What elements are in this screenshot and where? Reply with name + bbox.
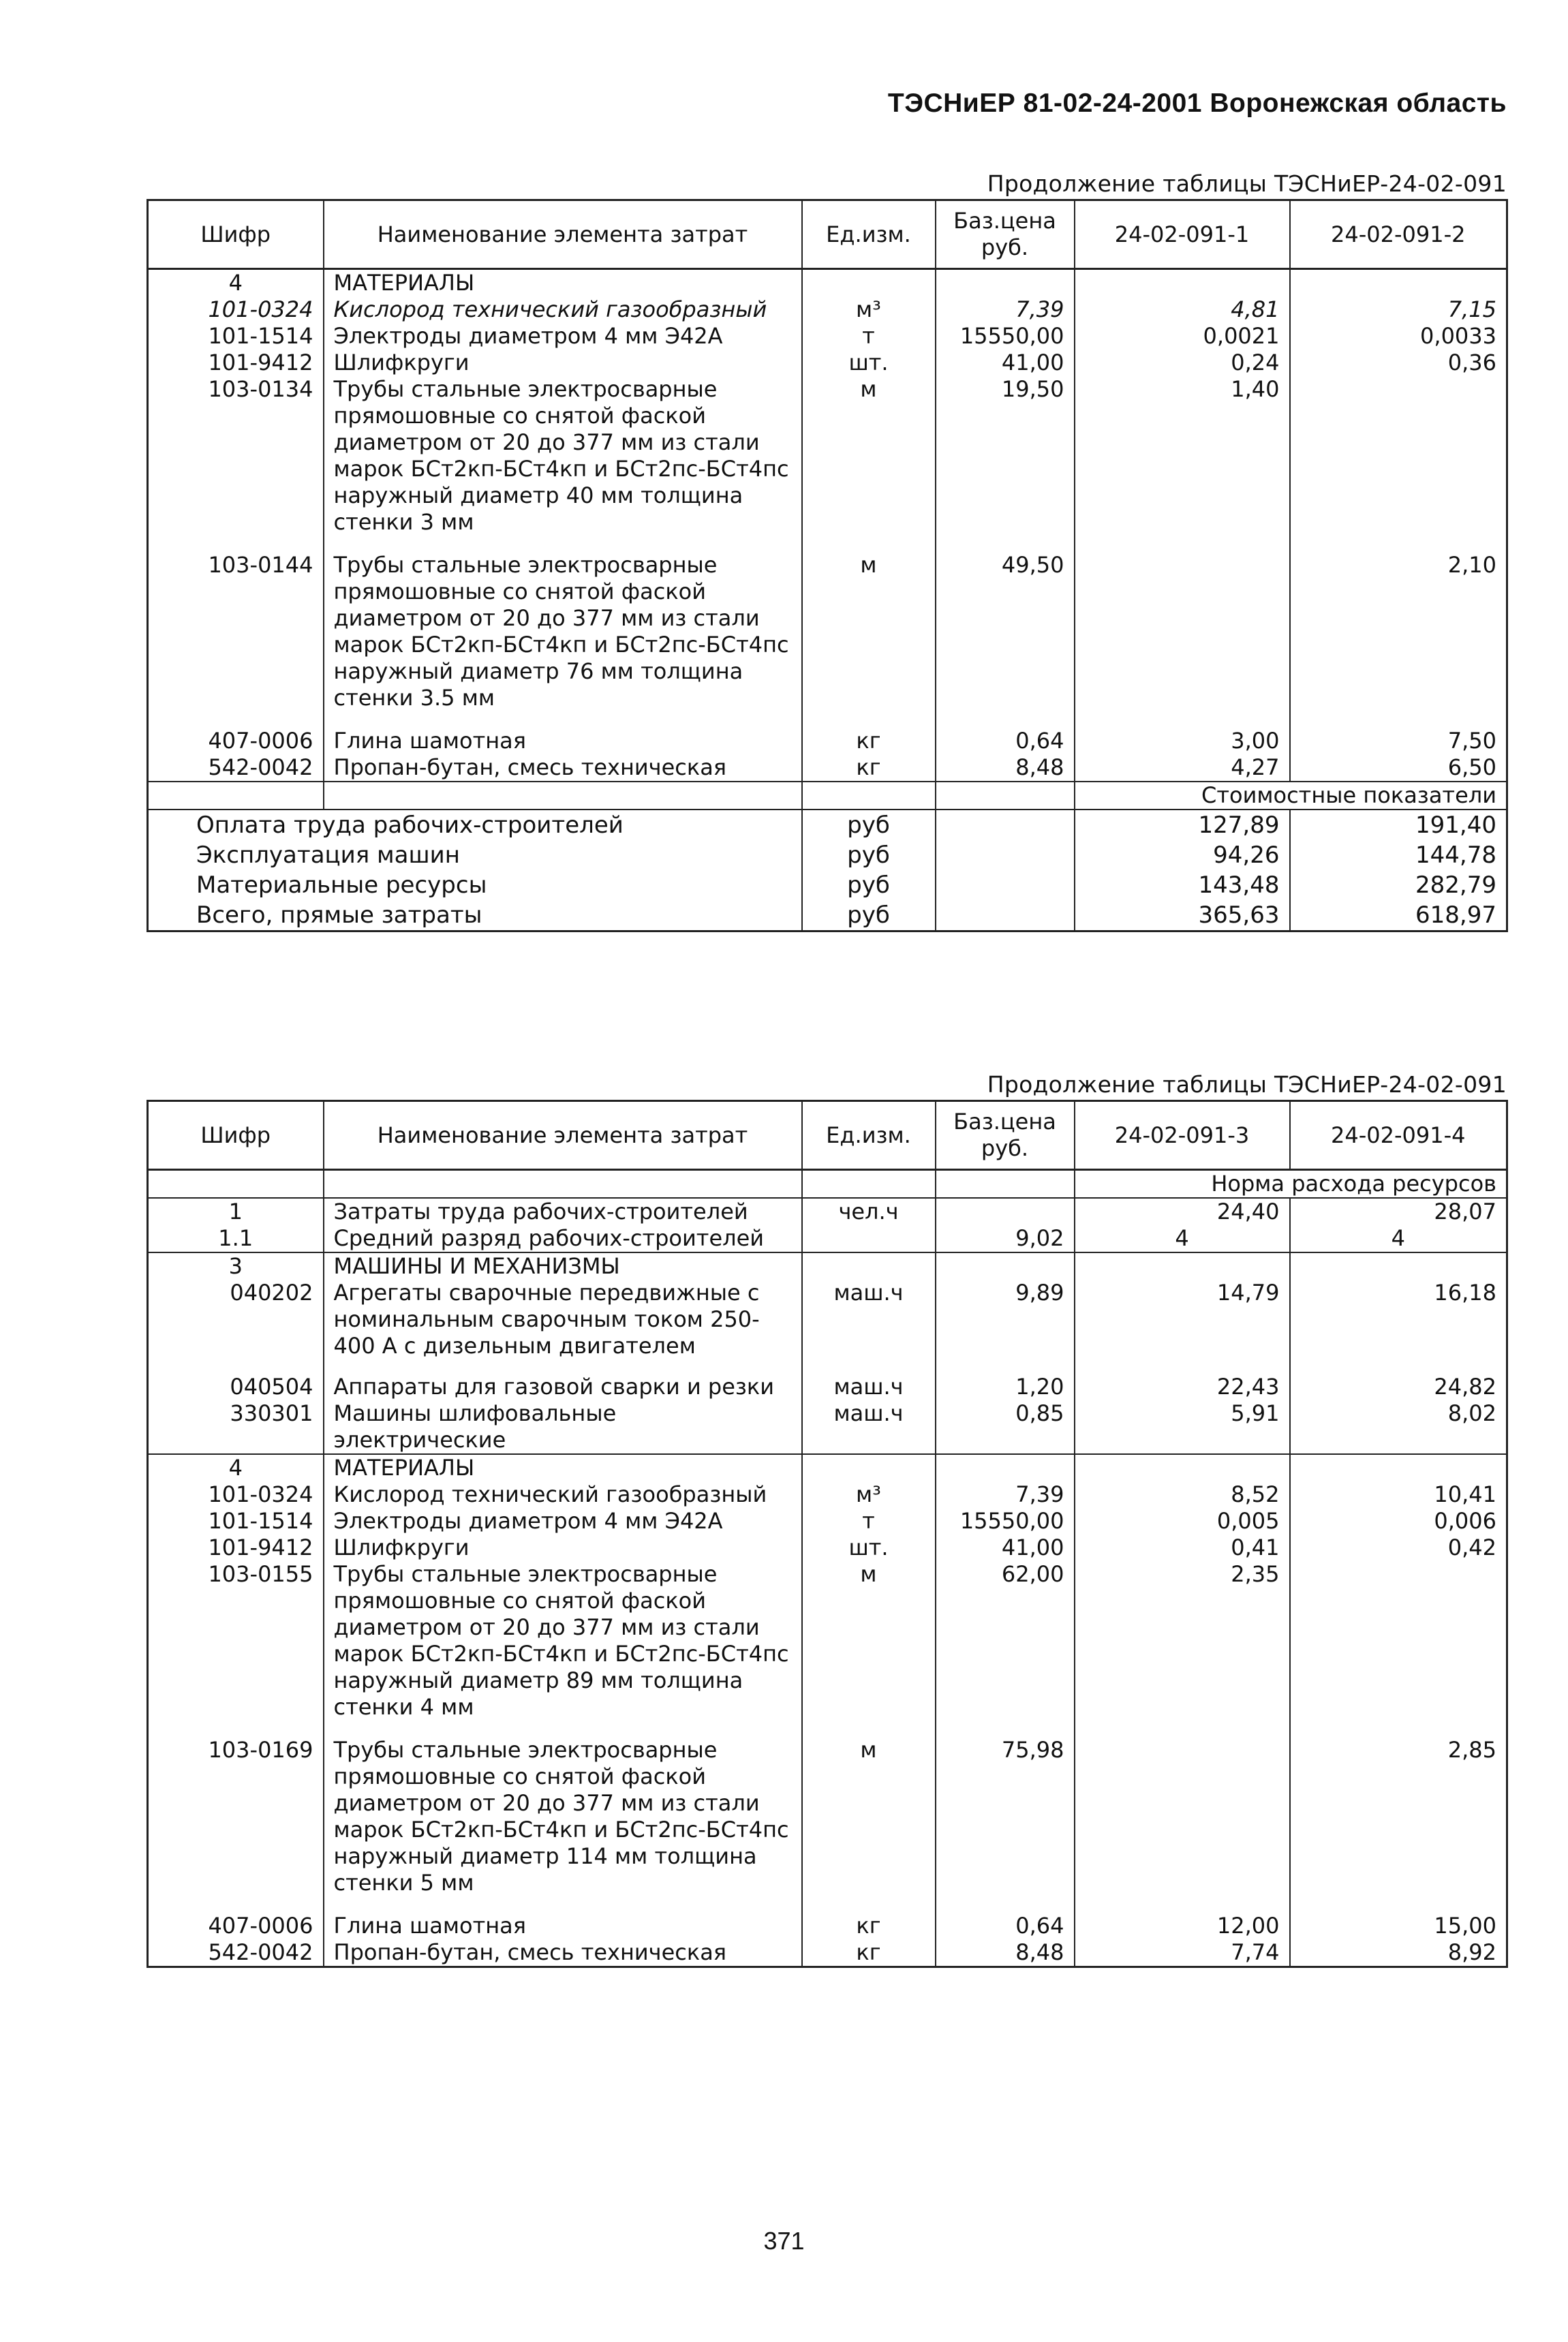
header-code: Шифр	[148, 1101, 324, 1170]
header-name: Наименование элемента затрат	[324, 200, 802, 269]
header-price: Баз.цена руб.	[936, 200, 1075, 269]
header-price: Баз.цена руб.	[936, 1101, 1075, 1170]
table-row: 407-0006 Глина шамотная кг 0,64 12,00 15,00	[148, 1913, 1507, 1939]
section-name: МАТЕРИАЛЫ	[324, 1454, 802, 1481]
header-col4: 24-02-091-4	[1290, 1101, 1507, 1170]
table2-caption: Продолжение таблицы ТЭСНиЕР-24-02-091	[987, 1071, 1507, 1098]
header-col2: 24-02-091-2	[1290, 200, 1507, 269]
section-code: 4	[148, 269, 324, 297]
page-number: 371	[763, 2227, 805, 2255]
total-row: Эксплуатация машин руб 94,26 144,78	[148, 840, 1507, 870]
norm-banner: Норма расхода ресурсов	[1075, 1170, 1507, 1199]
table-row: 1 Затраты труда рабочих-строителей чел.ч 24,40 28,07	[148, 1198, 1507, 1225]
header-code: Шифр	[148, 200, 324, 269]
table-row: 103-0169 Трубы стальные электросварные прямошовные со снятой фаской диаметром от 20 до 377 мм из стали марок БСт2кп-БСт4кп и БСт2пс-БСт4пс наружный диаметр 114 мм толщина стенки 5 мм м 75,98 2,85	[148, 1737, 1507, 1913]
table-row: 103-0134 Трубы стальные электросварные прямошовные со снятой фаской диаметром от 20 до 377 мм из стали марок БСт2кп-БСт4кп и БСт2пс-БСт4пс наружный диаметр 40 мм толщина стенки 3 мм м 19,50 1,40	[148, 376, 1507, 552]
norm-banner-row	[148, 1170, 1507, 1199]
cost-banner: Стоимостные показатели	[1075, 782, 1507, 810]
table-row: 101-0324 Кислород технический газообразный м³ 7,39 4,81 7,15	[148, 296, 1507, 323]
table1-header-row	[148, 200, 1507, 269]
table-row: 407-0006 Глина шамотная кг 0,64 3,00 7,50	[148, 728, 1507, 754]
cost-banner-row	[148, 782, 1507, 810]
document-header: ТЭСНиЕР 81-02-24-2001 Воронежская область	[887, 89, 1507, 118]
table1-caption: Продолжение таблицы ТЭСНиЕР-24-02-091	[987, 170, 1507, 197]
header-name: Наименование элемента затрат	[324, 1101, 802, 1170]
section-code: 4	[148, 1454, 324, 1481]
header-col3: 24-02-091-3	[1075, 1101, 1290, 1170]
table-row: 542-0042 Пропан-бутан, смесь техническая кг 8,48 7,74 8,92	[148, 1939, 1507, 1967]
table-row: 101-1514 Электроды диаметром 4 мм Э42А т 15550,00 0,005 0,006	[148, 1508, 1507, 1535]
table-row: 040504 Аппараты для газовой сварки и резки маш.ч 1,20 22,43 24,82	[148, 1374, 1507, 1400]
table1	[147, 199, 1508, 932]
header-unit: Ед.изм.	[802, 1101, 936, 1170]
section-row	[148, 1454, 1507, 1481]
header-col1: 24-02-091-1	[1075, 200, 1290, 269]
header-unit: Ед.изм.	[802, 200, 936, 269]
total-row: Оплата труда рабочих-строителей руб 127,89 191,40	[148, 810, 1507, 840]
table-row: 1.1 Средний разряд рабочих-строителей 9,02 4 4	[148, 1225, 1507, 1252]
table-row: 542-0042 Пропан-бутан, смесь техническая кг 8,48 4,27 6,50	[148, 754, 1507, 782]
table-row: 040202 Агрегаты сварочные передвижные с номинальным сварочным током 250-400 А с дизельным двигателем маш.ч 9,89 14,79 16,18	[148, 1280, 1507, 1374]
table-row: 101-0324 Кислород технический газообразный м³ 7,39 8,52 10,41	[148, 1481, 1507, 1508]
section-row	[148, 1252, 1507, 1280]
table-row: 103-0155 Трубы стальные электросварные прямошовные со снятой фаской диаметром от 20 до 377 мм из стали марок БСт2кп-БСт4кп и БСт2пс-БСт4пс наружный диаметр 89 мм толщина стенки 4 мм м 62,00 2,35	[148, 1561, 1507, 1737]
section-row	[148, 269, 1507, 297]
section-name: МАТЕРИАЛЫ	[324, 269, 802, 297]
total-row: Всего, прямые затраты руб 365,63 618,97	[148, 900, 1507, 931]
table-row: 101-1514 Электроды диаметром 4 мм Э42А т 15550,00 0,0021 0,0033	[148, 323, 1507, 350]
table2	[147, 1100, 1508, 1968]
table-row: 101-9412 Шлифкруги шт. 41,00 0,24 0,36	[148, 350, 1507, 376]
table-row: 101-9412 Шлифкруги шт. 41,00 0,41 0,42	[148, 1535, 1507, 1561]
total-row: Материальные ресурсы руб 143,48 282,79	[148, 870, 1507, 900]
section-code: 3	[148, 1252, 324, 1280]
table-row: 103-0144 Трубы стальные электросварные прямошовные со снятой фаской диаметром от 20 до 377 мм из стали марок БСт2кп-БСт4кп и БСт2пс-БСт4пс наружный диаметр 76 мм толщина стенки 3.5 мм м 49,50 2,10	[148, 552, 1507, 728]
table2-header-row	[148, 1101, 1507, 1170]
table-row: 330301 Машины шлифовальные электрические маш.ч 0,85 5,91 8,02	[148, 1400, 1507, 1454]
section-name: МАШИНЫ И МЕХАНИЗМЫ	[324, 1252, 802, 1280]
